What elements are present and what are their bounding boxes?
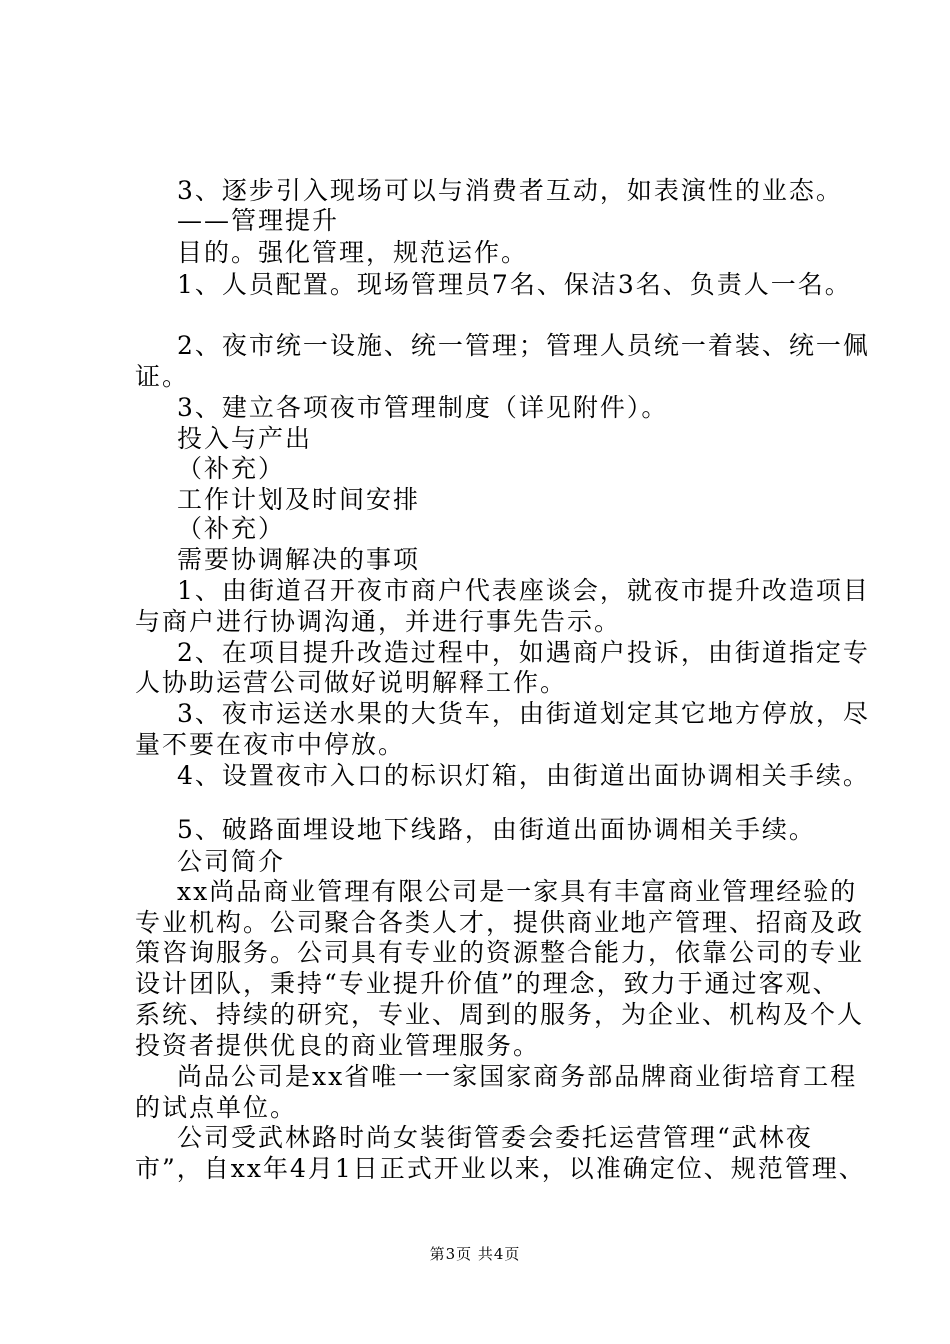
text-line: 投资者提供优良的商业管理服务。: [135, 1031, 541, 1060]
text-line: ——管理提升: [177, 206, 340, 235]
text-line: 1、人员配置。现场管理员7名、保洁3名、负责人一名。: [177, 270, 852, 299]
page-number-footer: 第3页 共4页: [429, 1245, 521, 1263]
text-line: 策咨询服务。公司具有专业的资源整合能力，依靠公司的专业: [135, 938, 865, 967]
text-line: 的试点单位。: [135, 1093, 298, 1122]
text-line: 设计团队，秉持“专业提升价值”的理念，致力于通过客观、: [135, 969, 840, 998]
text-line: 与商户进行协调沟通，并进行事先告示。: [135, 607, 622, 636]
text-line: 4、设置夜市入口的标识灯箱，由街道出面协调相关手续。: [177, 761, 870, 790]
text-line: （补充）: [177, 514, 286, 543]
text-line: 系统、持续的研究，专业、周到的服务，为企业、机构及个人: [135, 1000, 865, 1029]
text-line: 尚品公司是xx省唯一一家国家商务部品牌商业街培育工程: [177, 1062, 858, 1091]
text-line: 3、逐步引入现场可以与消费者互动，如表演性的业态。: [177, 176, 843, 205]
text-line: 公司简介: [177, 847, 286, 876]
text-line: 市”，自xx年4月1日正式开业以来，以准确定位、规范管理、: [135, 1154, 866, 1183]
text-line: 1、由街道召开夜市商户代表座谈会，就夜市提升改造项目: [177, 576, 870, 605]
text-line: xx尚品商业管理有限公司是一家具有丰富商业管理经验的: [177, 877, 858, 906]
text-line: （补充）: [177, 454, 286, 483]
text-line: 专业机构。公司聚合各类人才，提供商业地产管理、招商及政: [135, 908, 865, 937]
text-line: 工作计划及时间安排: [177, 485, 421, 514]
text-line: 2、在项目提升改造过程中，如遇商户投诉，由街道指定专: [177, 638, 870, 667]
text-line: 投入与产出: [177, 424, 313, 453]
text-line: 2、夜市统一设施、统一管理；管理人员统一着装、统一佩: [177, 331, 870, 360]
text-line: 目的。强化管理，规范运作。: [177, 238, 529, 267]
text-line: 公司受武林路时尚女装街管委会委托运营管理“武林夜: [177, 1123, 813, 1152]
text-line: 证。: [135, 362, 190, 391]
text-line: 5、破路面埋设地下线路，由街道出面协调相关手续。: [177, 815, 816, 844]
text-line: 量不要在夜市中停放。: [135, 730, 406, 759]
text-line: 3、夜市运送水果的大货车，由街道划定其它地方停放，尽: [177, 699, 870, 728]
text-line: 需要协调解决的事项: [177, 545, 421, 574]
text-line: 人协助运营公司做好说明解释工作。: [135, 668, 568, 697]
text-line: 3、建立各项夜市管理制度（详见附件）。: [177, 393, 669, 422]
